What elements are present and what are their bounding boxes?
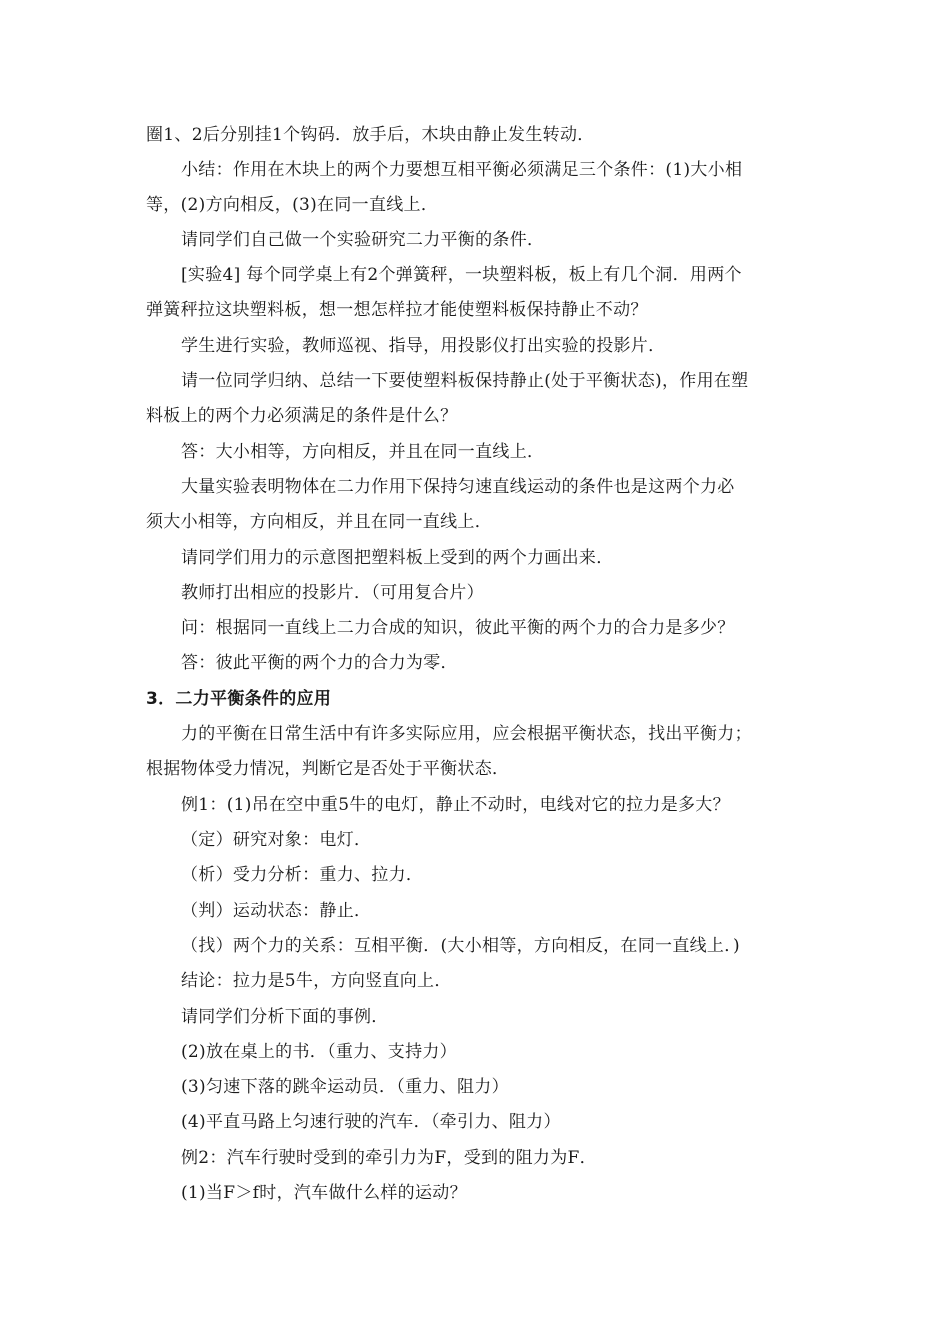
text-line: 圈1、2后分别挂1个钩码．放手后，木块由静止发生转动． [146, 125, 595, 145]
text-line: 请一位同学归纳、总结一下要使塑料板保持静止(处于平衡状态)，作用在塑 [181, 371, 749, 391]
section-heading: 3．二力平衡条件的应用 [146, 689, 332, 709]
text-line: 须大小相等，方向相反，并且在同一直线上． [146, 512, 492, 532]
text-line: 大量实验表明物体在二力作用下保持匀速直线运动的条件也是这两个力必 [181, 477, 735, 497]
text-line: 例2：汽车行驶时受到的牵引力为F，受到的阻力为F． [181, 1148, 597, 1168]
text-line: 根据物体受力情况，判断它是否处于平衡状态． [146, 759, 510, 779]
text-line: 问：根据同一直线上二力合成的知识，彼此平衡的两个力的合力是多少？ [181, 618, 735, 638]
text-line: (1)当F＞f时，汽车做什么样的运动？ [181, 1183, 467, 1203]
text-line: 料板上的两个力必须满足的条件是什么？ [146, 406, 458, 426]
text-line: 例1：(1)吊在空中重5牛的电灯，静止不动时，电线对它的拉力是多大？ [181, 795, 730, 815]
text-line: 答：彼此平衡的两个力的合力为零． [181, 653, 458, 673]
text-line: 教师打出相应的投影片．（可用复合片） [181, 583, 484, 603]
text-line: 力的平衡在日常生活中有许多实际应用，应会根据平衡状态，找出平衡力； [181, 724, 752, 744]
text-line: 结论：拉力是5牛，方向竖直向上． [181, 971, 452, 991]
text-line: (2)放在桌上的书．（重力、支持力） [181, 1042, 457, 1062]
text-line: 学生进行实验，教师巡视、指导，用投影仪打出实验的投影片． [181, 336, 666, 356]
text-line: 答：大小相等，方向相反，并且在同一直线上． [181, 442, 545, 462]
text-line: 小结：作用在木块上的两个力要想互相平衡必须满足三个条件：(1)大小相 [181, 160, 743, 180]
text-line: [实验4] 每个同学桌上有2个弹簧秤，一块塑料板，板上有几个洞．用两个 [181, 265, 742, 285]
text-line: 等，(2)方向相反，(3)在同一直线上． [146, 195, 439, 215]
text-line: 请同学们用力的示意图把塑料板上受到的两个力画出来． [181, 548, 614, 568]
text-line: 请同学们分析下面的事例． [181, 1007, 389, 1027]
text-line: （找）两个力的关系：互相平衡．(大小相等，方向相反，在同一直线上．) [181, 936, 740, 956]
text-line: （析）受力分析：重力、拉力． [181, 865, 424, 885]
text-line: （判）运动状态：静止． [181, 901, 372, 921]
text-line: 请同学们自己做一个实验研究二力平衡的条件． [181, 230, 545, 250]
text-line: (3)匀速下落的跳伞运动员．（重力、阻力） [181, 1077, 509, 1097]
text-line: 弹簧秤拉这块塑料板，想一想怎样拉才能使塑料板保持静止不动？ [146, 300, 648, 320]
text-line: (4)平直马路上匀速行驶的汽车．（牵引力、阻力） [181, 1112, 561, 1132]
text-line: （定）研究对象：电灯． [181, 830, 372, 850]
